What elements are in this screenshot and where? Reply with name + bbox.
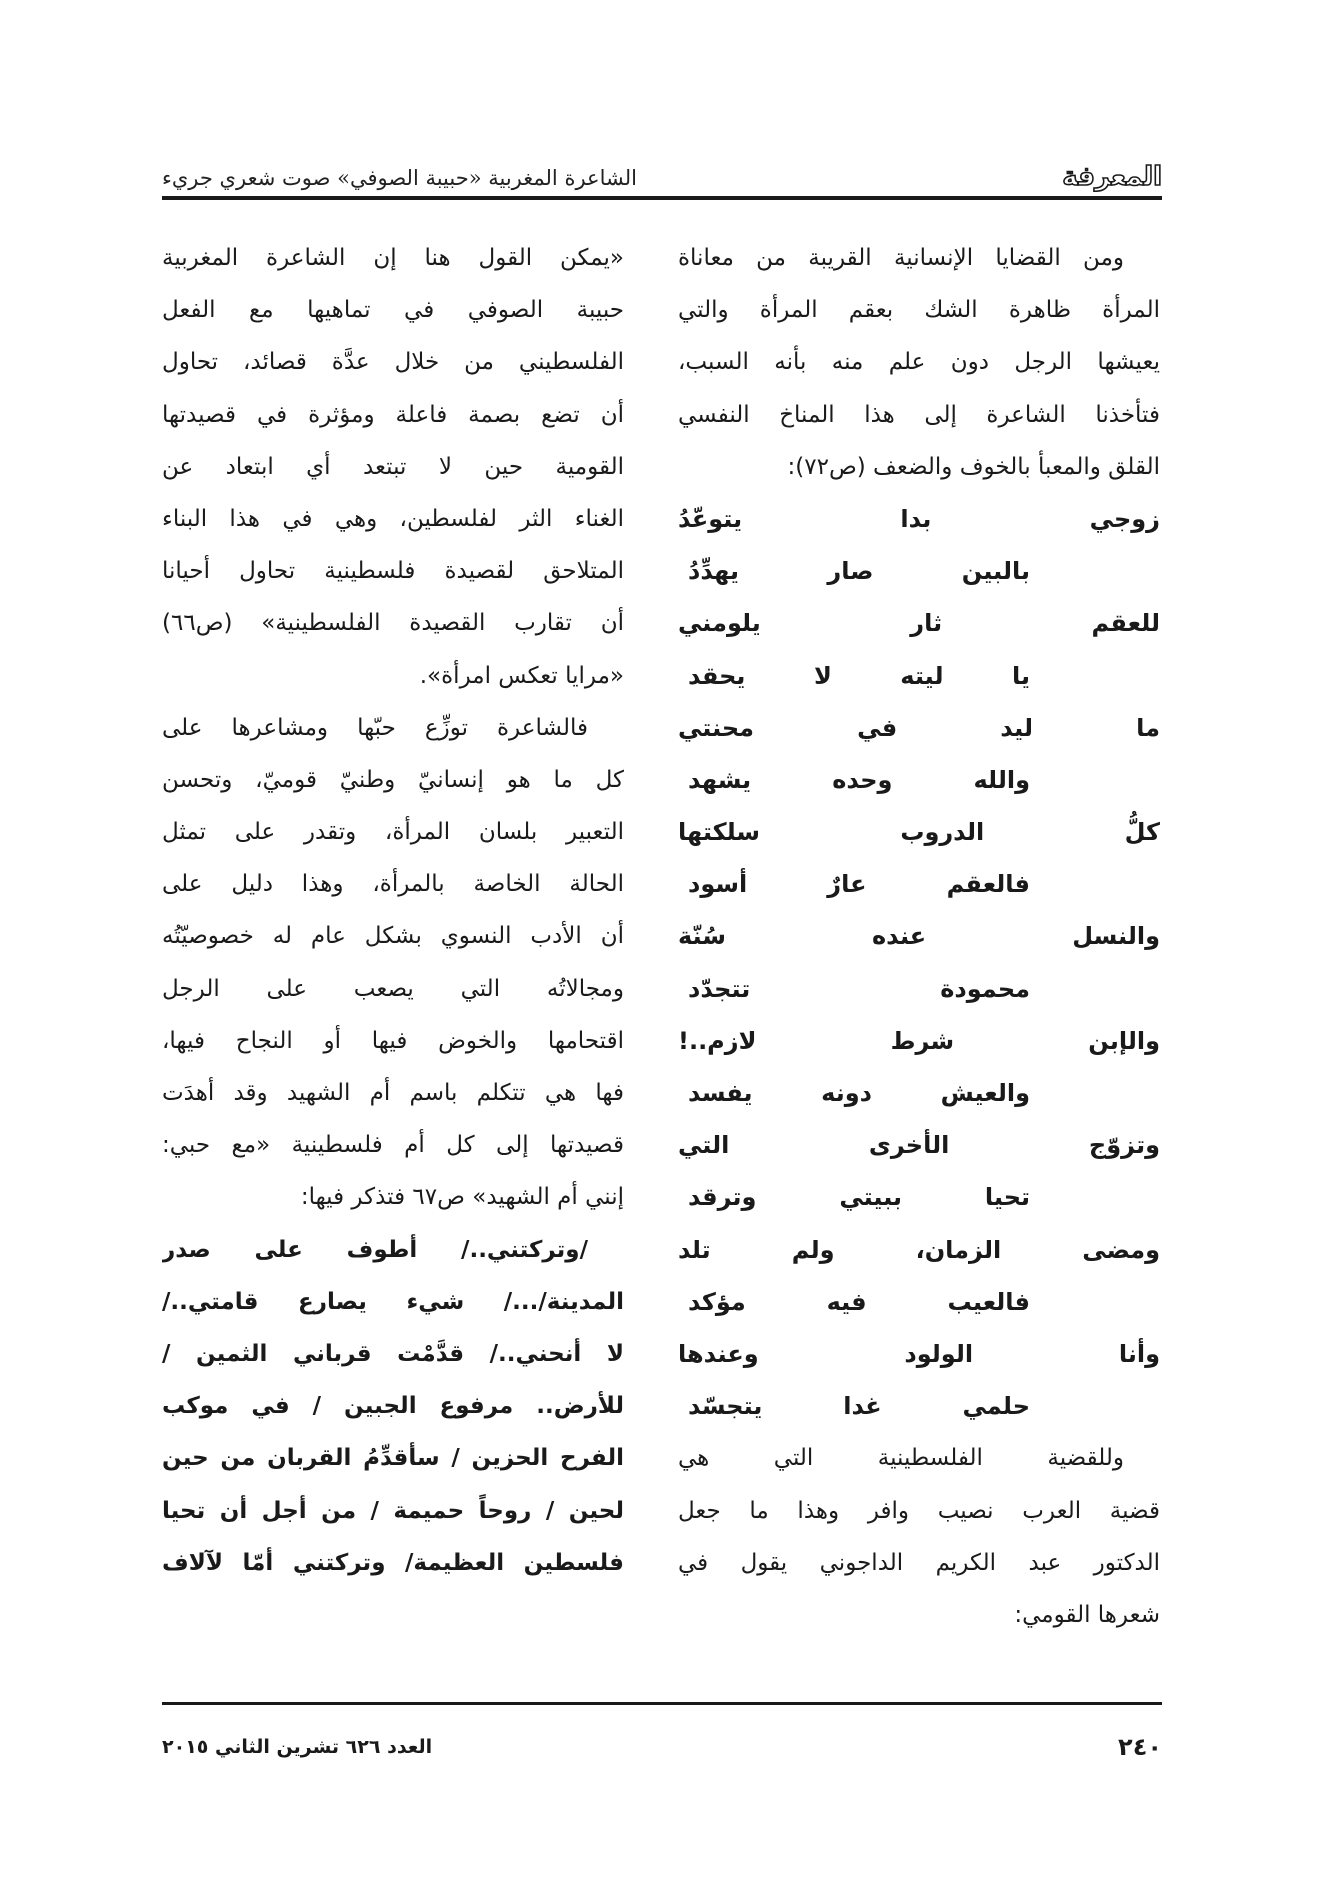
text-line: قضية العرب نصيب وافر وهذا ما جعل <box>678 1497 1160 1524</box>
text-line: وللقضية الفلسطينية التي هي <box>678 1445 1124 1472</box>
text-line: يعيشها الرجل دون علم منه بأنه السبب، <box>678 349 1160 376</box>
text-line: إنني أم الشهيد» ص٦٧ فتذكر فيها: <box>300 1184 624 1211</box>
article-running-title: الشاعرة المغربية «حبيبة الصوفي» صوت شعري جريء <box>162 166 637 190</box>
poem-verse: والعيش دونه يفسد <box>688 1079 1030 1107</box>
poem-quote-line: لا أنحني../ قدَّمْت قرباني الثمين / <box>162 1340 624 1367</box>
poem-verse: فالعيب فيه مؤكد <box>688 1287 1030 1316</box>
text-line: ومجالاتُه التي يصعب على الرجل <box>162 975 624 1002</box>
text-line: «يمكن القول هنا إن الشاعرة المغربية <box>162 245 624 271</box>
text-line: الفلسطيني من خلال عدَّة قصائد، تحاول <box>162 349 624 376</box>
poem-verse: فالعقم عارٌ أسود <box>688 870 1030 899</box>
text-line: القومية حين لا تبتعد أي ابتعاد عن <box>162 453 624 480</box>
poem-verse: وأنا الولود وعندها <box>678 1339 1160 1368</box>
text-line: اقتحامها والخوض فيها أو النجاح فيها، <box>162 1027 624 1054</box>
text-line: التعبير بلسان المرأة، وتقدر على تمثل <box>162 819 624 846</box>
poem-verse: والنسل عنده سُنّة <box>678 922 1160 951</box>
poem-verse: ومضى الزمان، ولم تلد <box>678 1235 1160 1264</box>
text-line: الدكتور عبد الكريم الداجوني يقول في <box>678 1549 1160 1576</box>
text-line: ومن القضايا الإنسانية القريبة من معاناة <box>678 245 1124 271</box>
poem-verse: زوجي بدا يتوعّدُ <box>678 504 1160 533</box>
poem-verse: بالبين صار يهدِّدُ <box>688 557 1030 586</box>
text-line: فالشاعرة توزِّع حبّها ومشاعرها على <box>162 714 588 741</box>
poem-quote-line: /وتركتني../ أطوف على صدر <box>162 1236 588 1263</box>
poem-quote-line: فلسطين العظيمة/ وتركتني أمّا لآلاف <box>162 1549 624 1576</box>
poem-verse: ما ليد في محنتي <box>678 713 1160 742</box>
poem-verse: وتزوّج الأخرى التي <box>678 1131 1160 1160</box>
poem-quote-line: الفرح الحزين / سأقدِّمُ القربان من حين <box>162 1445 624 1472</box>
text-line: حبيبة الصوفي في تماهيها مع الفعل <box>162 297 624 324</box>
text-line: المرأة ظاهرة الشك بعقم المرأة والتي <box>678 297 1160 324</box>
poem-verse: كلُّ الدروب سلكتها <box>678 818 1160 847</box>
text-line: أن تضع بصمة فاعلة ومؤثرة في قصيدتها <box>162 401 624 428</box>
poem-verse: والله وحده يشهد <box>688 765 1030 794</box>
text-line: المتلاحق لقصيدة فلسطينية تحاول أحيانا <box>162 558 624 585</box>
poem-quote-line: لحين / روحاً حميمة / من أجل أن تحيا <box>162 1497 624 1524</box>
page-number: ٢٤٠ <box>1118 1733 1162 1761</box>
poem-quote-line: للأرض.. مرفوع الجبين / في موكب <box>162 1393 624 1420</box>
poem-verse: للعقم ثار يلومني <box>678 609 1160 638</box>
text-line: شعرها القومي: <box>1014 1601 1160 1628</box>
text-line: الغناء الثر لفلسطين، وهي في هذا البناء <box>162 505 624 532</box>
poem-verse: والإبن شرط لازم..! <box>678 1026 1160 1055</box>
running-header <box>162 150 1162 190</box>
header-rule <box>162 196 1162 200</box>
text-line: القلق والمعبأ بالخوف والضعف (ص٧٢): <box>787 453 1160 480</box>
footer-rule <box>162 1702 1162 1705</box>
magazine-logo: المعرفة <box>1062 162 1162 192</box>
left-column <box>162 232 624 1589</box>
poem-verse: يا ليته لا يحقد <box>688 661 1030 690</box>
text-line: الحالة الخاصة بالمرأة، وهذا دليل على <box>162 871 624 898</box>
text-line: أن الأدب النسوي بشكل عام له خصوصيّتُه <box>162 923 624 950</box>
text-line: «مرايا تعكس امرأة». <box>419 662 624 689</box>
text-line: كل ما هو إنسانيّ وطنيّ قوميّ، وتحسن <box>162 766 624 793</box>
right-column <box>678 232 1160 1641</box>
poem-quote-line: المدينة/.../ شيء يصارع قامتي../ <box>162 1288 624 1315</box>
poem-verse: حلمي غدا يتجسّد <box>688 1392 1030 1421</box>
page-footer <box>162 1730 1162 1764</box>
text-line: فها هي تتكلم باسم أم الشهيد وقد أهدَت <box>162 1080 624 1106</box>
text-line: قصيدتها إلى كل أم فلسطينية «مع حبي: <box>162 1132 624 1159</box>
text-line: أن تقارب القصيدة الفلسطينية» (ص٦٦) <box>162 610 624 637</box>
issue-info: العدد ٦٢٦ تشرين الثاني ٢٠١٥ <box>162 1736 433 1758</box>
poem-verse: تحيا ببيتي وترقد <box>688 1183 1030 1212</box>
text-line: فتأخذنا الشاعرة إلى هذا المناخ النفسي <box>678 401 1160 428</box>
poem-verse: محمودة تتجدّد <box>688 974 1030 1003</box>
